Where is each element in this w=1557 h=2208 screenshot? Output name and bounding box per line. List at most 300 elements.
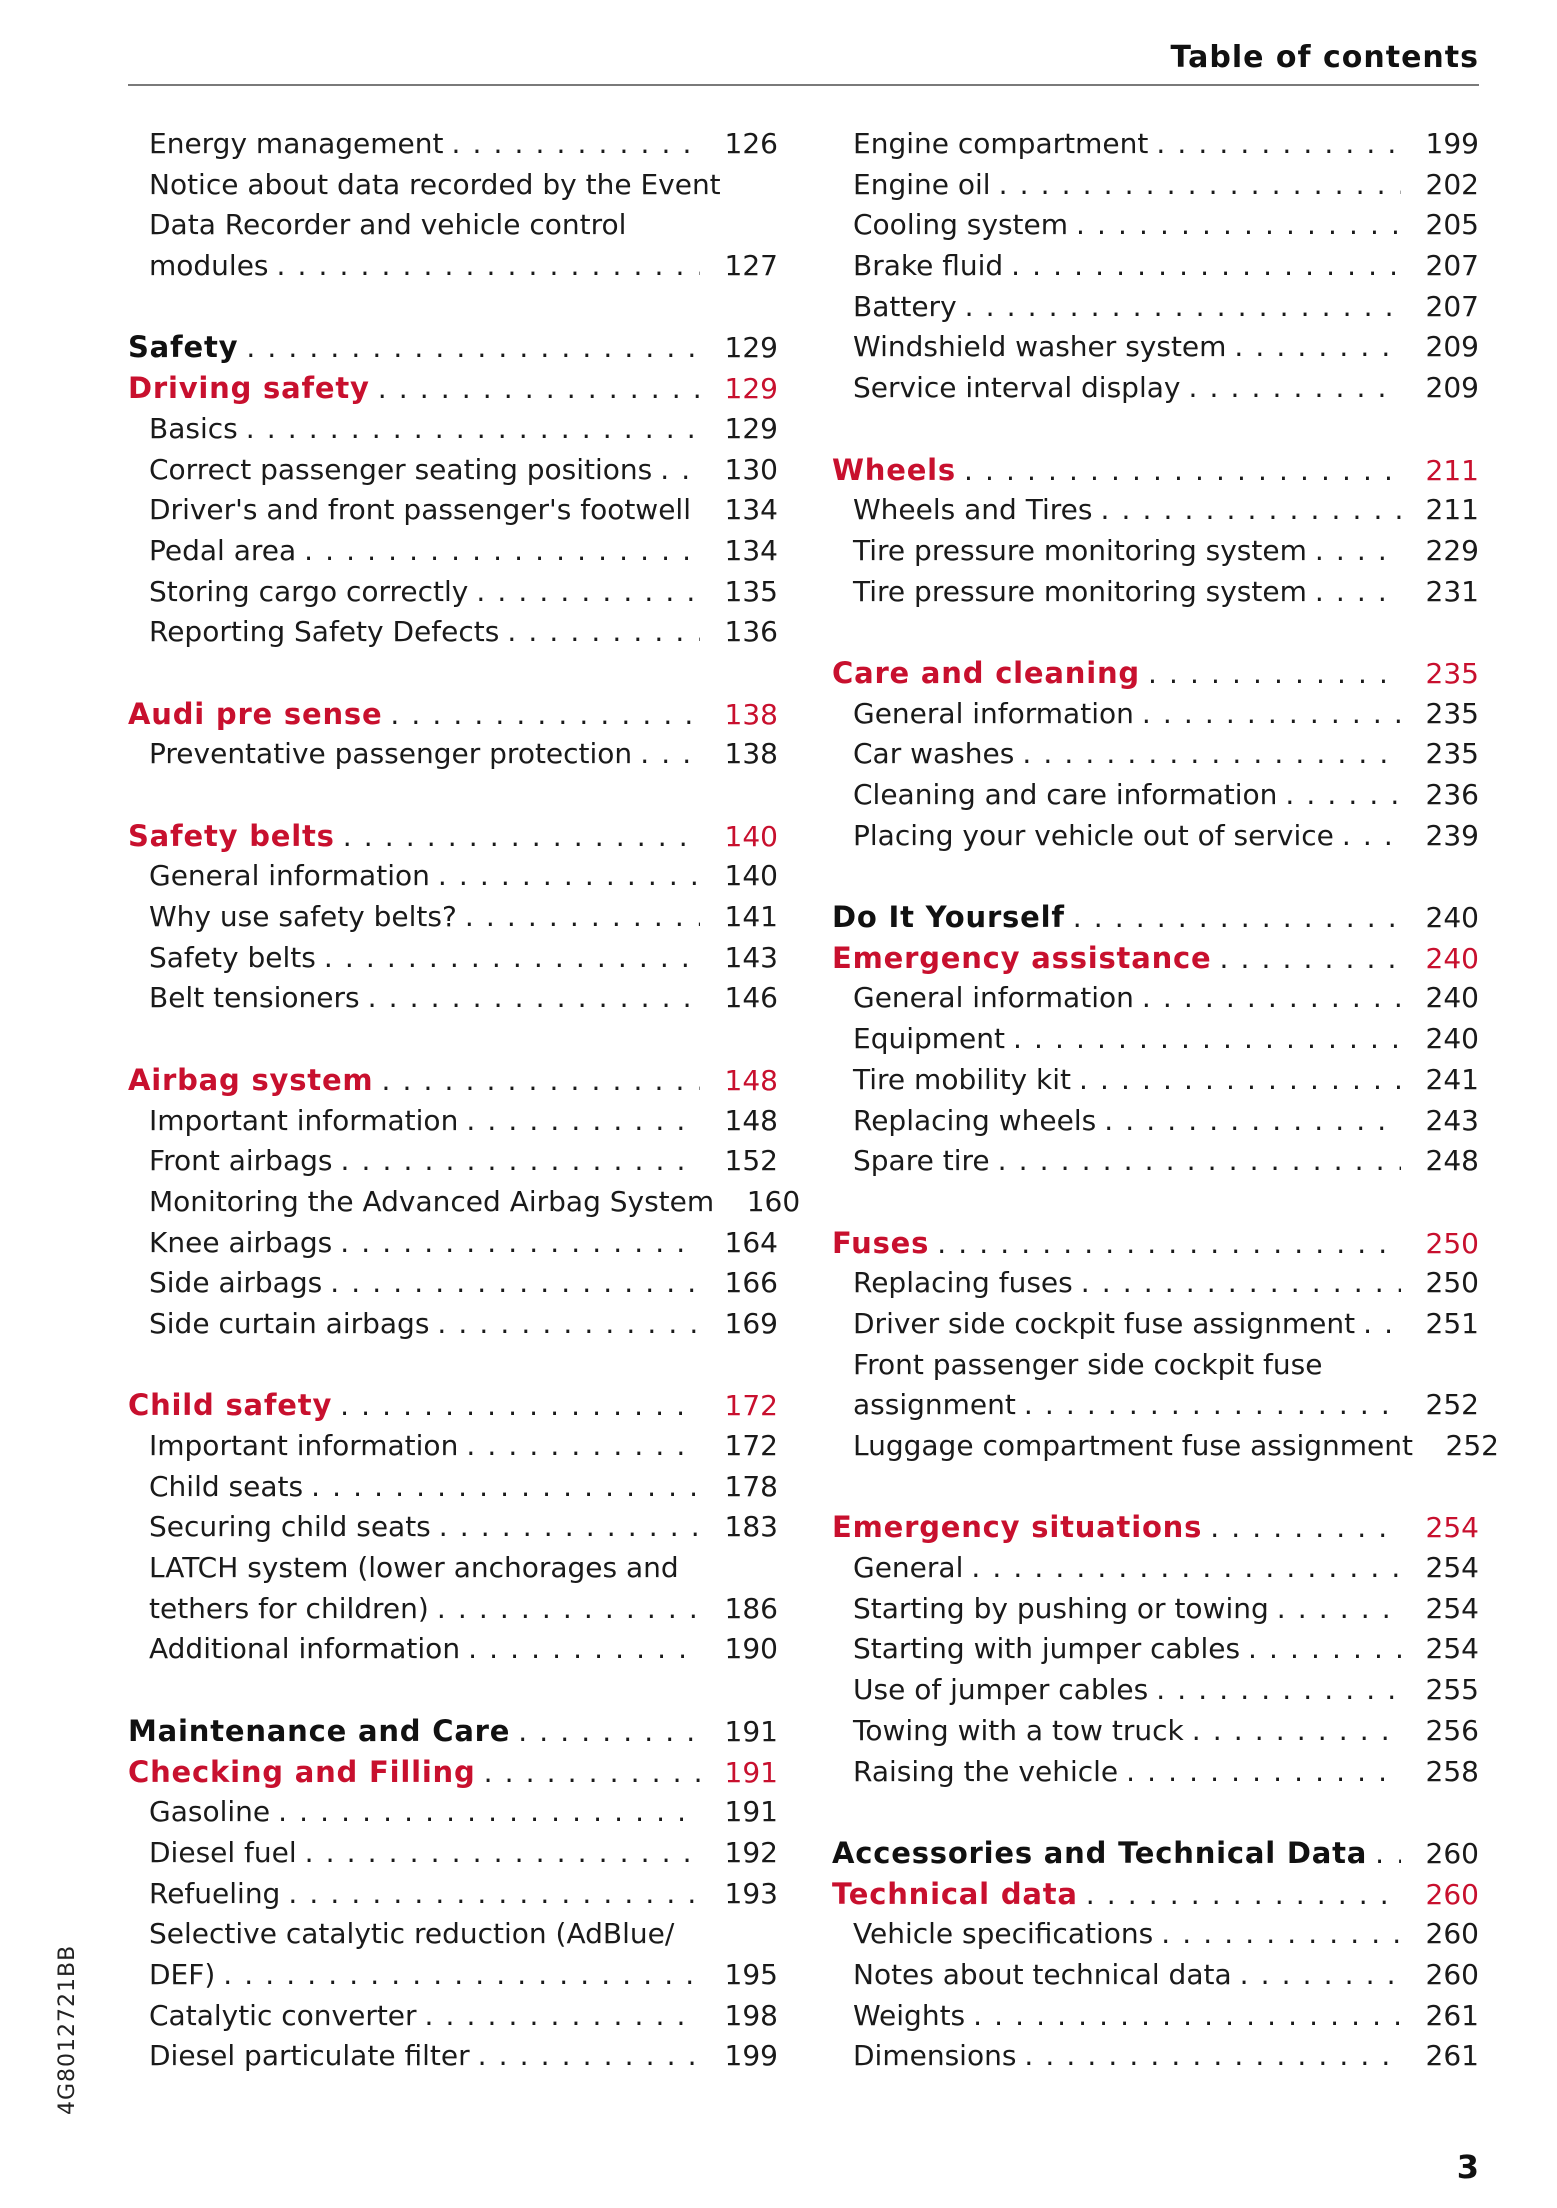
toc-entry-sub[interactable] bbox=[128, 1955, 778, 1996]
toc-entry-label: Safety belts bbox=[128, 818, 335, 853]
dot-leader bbox=[1192, 1711, 1401, 1752]
toc-entry-label: Side curtain airbags bbox=[149, 1306, 430, 1340]
toc-entry-page: 140 bbox=[724, 819, 778, 853]
toc-entry-label: Belt tensioners bbox=[149, 981, 360, 1015]
dot-leader bbox=[425, 1996, 700, 2037]
toc-entry-page: 256 bbox=[1425, 1713, 1479, 1747]
toc-spacer bbox=[128, 1019, 778, 1060]
toc-entry-label: LATCH system (lower anchorages and bbox=[149, 1551, 679, 1585]
toc-entry-page: 260 bbox=[1425, 1957, 1479, 1991]
toc-entry-sub[interactable] bbox=[832, 327, 1479, 368]
dot-leader bbox=[1363, 1304, 1401, 1345]
toc-entry-sub[interactable] bbox=[832, 1589, 1479, 1630]
toc-entry-page: 130 bbox=[724, 452, 778, 486]
dot-leader bbox=[478, 2036, 700, 2077]
toc-entry-page: 169 bbox=[724, 1306, 778, 1340]
dot-leader bbox=[484, 1753, 700, 1794]
toc-entry-page: 251 bbox=[1425, 1306, 1479, 1340]
dot-leader bbox=[1210, 1508, 1401, 1549]
dot-leader bbox=[1142, 694, 1401, 735]
toc-entry-label: General information bbox=[853, 696, 1134, 730]
toc-entry-section[interactable] bbox=[832, 1833, 1479, 1874]
toc-entry-sub[interactable] bbox=[128, 1101, 778, 1142]
toc-entry-sub[interactable] bbox=[832, 1711, 1479, 1752]
toc-entry-label: Accessories and Technical Data bbox=[832, 1835, 1368, 1870]
toc-spacer bbox=[832, 1792, 1479, 1833]
dot-leader bbox=[468, 1629, 700, 1670]
toc-entry-sub[interactable] bbox=[128, 1141, 778, 1182]
toc-entry-page: 235 bbox=[1425, 696, 1479, 730]
toc-entry-chapter[interactable] bbox=[128, 1060, 778, 1101]
dot-leader bbox=[1100, 490, 1401, 531]
toc-entry-sub[interactable] bbox=[128, 897, 778, 938]
dot-leader bbox=[476, 572, 700, 613]
toc-entry-sub[interactable] bbox=[832, 1629, 1479, 1670]
toc-entry-chapter[interactable] bbox=[832, 1874, 1479, 1915]
dot-leader bbox=[998, 1141, 1401, 1182]
toc-entry-sub[interactable] bbox=[128, 856, 778, 897]
toc-entry-page: 260 bbox=[1425, 1836, 1479, 1870]
toc-entry-label: Basics bbox=[149, 411, 238, 445]
toc-entry-page: 252 bbox=[1425, 1388, 1479, 1422]
toc-entry-label: Engine oil bbox=[853, 167, 991, 201]
toc-entry-label: Emergency assistance bbox=[832, 940, 1212, 975]
toc-entry-label: Pedal area bbox=[149, 533, 297, 567]
toc-entry-label: Notice about data recorded by the Event bbox=[149, 167, 721, 201]
dot-leader bbox=[1315, 531, 1401, 572]
toc-entry-page: 195 bbox=[724, 1957, 778, 1991]
toc-entry-sub[interactable] bbox=[832, 734, 1479, 775]
toc-entry-page: 235 bbox=[1425, 737, 1479, 771]
toc-entry-sub[interactable] bbox=[128, 450, 778, 491]
dot-leader bbox=[438, 856, 700, 897]
toc-entry-label: Starting by pushing or towing bbox=[853, 1591, 1269, 1625]
toc-entry-label: Knee airbags bbox=[149, 1225, 333, 1259]
dot-leader bbox=[368, 978, 700, 1019]
toc-entry-label: Care and cleaning bbox=[832, 655, 1140, 690]
dot-leader bbox=[437, 1589, 700, 1630]
toc-entry-sub[interactable] bbox=[832, 2036, 1479, 2077]
dot-leader bbox=[452, 124, 701, 165]
dot-leader bbox=[330, 1263, 700, 1304]
toc-entry-sub[interactable] bbox=[832, 287, 1479, 328]
toc-entry-label: Fuses bbox=[832, 1225, 930, 1260]
toc-entry-page: 209 bbox=[1425, 371, 1479, 405]
toc-entry-sub[interactable] bbox=[128, 1304, 778, 1345]
toc-entry-cont[interactable] bbox=[128, 165, 778, 206]
toc-entry-chapter[interactable] bbox=[832, 938, 1479, 979]
toc-spacer bbox=[832, 1467, 1479, 1508]
toc-entry-page: 211 bbox=[1425, 493, 1479, 527]
toc-entry-page: 260 bbox=[1425, 1877, 1479, 1911]
toc-entry-cont[interactable] bbox=[128, 1548, 778, 1589]
toc-entry-label: Preventative passenger protection bbox=[149, 737, 633, 771]
toc-entry-sub[interactable] bbox=[832, 490, 1479, 531]
toc-entry-label: Replacing wheels bbox=[853, 1103, 1097, 1137]
dot-leader bbox=[660, 450, 700, 491]
toc-entry-label: tethers for children) bbox=[149, 1591, 429, 1625]
toc-entry-label: Refueling bbox=[149, 1876, 281, 1910]
toc-entry-sub[interactable] bbox=[128, 1507, 778, 1548]
toc-entry-page: 192 bbox=[724, 1835, 778, 1869]
toc-entry-label: Gasoline bbox=[149, 1795, 271, 1829]
dot-leader bbox=[1375, 1834, 1401, 1875]
dot-leader bbox=[1024, 2036, 1401, 2077]
toc-entry-sub[interactable] bbox=[128, 734, 778, 775]
toc-entry-page: 207 bbox=[1425, 289, 1479, 323]
toc-entry-sub[interactable] bbox=[832, 816, 1479, 857]
dot-leader bbox=[437, 1304, 700, 1345]
toc-entry-sub[interactable] bbox=[128, 1996, 778, 2037]
toc-entry-page: 261 bbox=[1425, 1998, 1479, 2032]
toc-entry-page: 254 bbox=[1425, 1511, 1479, 1545]
toc-entry-page: 229 bbox=[1425, 533, 1479, 567]
toc-entry-label: Windshield washer system bbox=[853, 330, 1227, 364]
toc-entry-page: 211 bbox=[1425, 453, 1479, 487]
toc-entry-chapter[interactable] bbox=[832, 653, 1479, 694]
dot-leader bbox=[1248, 1629, 1401, 1670]
dot-leader bbox=[1013, 1019, 1401, 1060]
toc-entry-sub[interactable] bbox=[128, 1467, 778, 1508]
toc-entry-label: assignment bbox=[853, 1388, 1016, 1422]
toc-entry-sub[interactable] bbox=[832, 368, 1479, 409]
toc-entry-label: Towing with a tow truck bbox=[853, 1713, 1184, 1747]
dot-leader bbox=[311, 1467, 700, 1508]
dot-leader bbox=[466, 1101, 700, 1142]
toc-entry-label: Audi pre sense bbox=[128, 696, 383, 731]
dot-leader bbox=[1011, 246, 1401, 287]
toc-entry-sub[interactable] bbox=[128, 124, 778, 165]
toc-entry-page: 240 bbox=[1425, 941, 1479, 975]
toc-entry-label: Tire mobility kit bbox=[853, 1062, 1071, 1096]
dot-leader bbox=[1342, 816, 1401, 857]
toc-entry-page: 261 bbox=[1425, 2039, 1479, 2073]
dot-leader bbox=[1081, 1263, 1401, 1304]
dot-leader bbox=[1240, 1955, 1401, 1996]
toc-entry-label: General bbox=[853, 1551, 964, 1585]
toc-entry-label: Important information bbox=[149, 1103, 459, 1137]
toc-entry-sub[interactable] bbox=[128, 1182, 801, 1223]
toc-entry-chapter[interactable] bbox=[128, 1752, 778, 1793]
toc-entry-sub[interactable] bbox=[832, 246, 1479, 287]
dot-leader bbox=[304, 531, 700, 572]
toc-entry-sub[interactable] bbox=[832, 1426, 1499, 1467]
toc-entry-chapter[interactable] bbox=[128, 1385, 778, 1426]
dot-leader bbox=[971, 1548, 1401, 1589]
dot-leader bbox=[340, 1141, 700, 1182]
toc-entry-page: 241 bbox=[1425, 1062, 1479, 1096]
toc-entry-page: 258 bbox=[1425, 1754, 1479, 1788]
toc-entry-label: General information bbox=[853, 981, 1134, 1015]
dot-leader bbox=[277, 246, 700, 287]
toc-entry-page: 191 bbox=[724, 1755, 778, 1789]
toc-entry-label: Cleaning and care information bbox=[853, 778, 1278, 811]
toc-entry-page: 239 bbox=[1425, 818, 1479, 852]
toc-entry-label: Car washes bbox=[853, 737, 1015, 771]
dot-leader bbox=[381, 1061, 700, 1102]
toc-entry-chapter[interactable] bbox=[128, 694, 778, 735]
dot-leader bbox=[640, 734, 700, 775]
toc-entry-sub[interactable] bbox=[832, 124, 1479, 165]
document-code: 4G8012721BB bbox=[55, 1944, 80, 2115]
toc-entry-label: Diesel fuel bbox=[149, 1835, 297, 1869]
toc-spacer bbox=[128, 287, 778, 328]
toc-entry-sub[interactable] bbox=[832, 572, 1479, 613]
toc-entry-label: Catalytic converter bbox=[149, 1998, 417, 2032]
toc-entry-page: 148 bbox=[724, 1063, 778, 1097]
toc-entry-sub[interactable] bbox=[832, 1548, 1479, 1589]
toc-entry-page: 236 bbox=[1425, 778, 1479, 811]
toc-entry-page: 199 bbox=[1425, 127, 1479, 160]
toc-entry-label: Service interval display bbox=[853, 371, 1181, 405]
toc-entry-page: 126 bbox=[724, 127, 778, 160]
toc-entry-label: Why use safety belts? bbox=[149, 900, 457, 934]
dot-leader bbox=[1024, 1385, 1401, 1426]
dot-leader bbox=[973, 1996, 1401, 2037]
toc-entry-sub[interactable] bbox=[128, 612, 778, 653]
toc-entry-chapter[interactable] bbox=[128, 368, 778, 409]
dot-leader bbox=[246, 409, 700, 450]
toc-entry-label: Wheels bbox=[832, 452, 956, 487]
toc-entry-label: Use of jumper cables bbox=[853, 1673, 1149, 1707]
toc-entry-label: Starting with jumper cables bbox=[853, 1632, 1241, 1666]
toc-entry-page: 260 bbox=[1425, 1917, 1479, 1951]
toc-entry-sub[interactable] bbox=[832, 1060, 1479, 1101]
toc-entry-page: 129 bbox=[724, 331, 778, 365]
toc-entry-sub[interactable] bbox=[832, 205, 1479, 246]
toc-spacer bbox=[128, 1345, 778, 1386]
toc-entry-page: 250 bbox=[1425, 1266, 1479, 1300]
toc-entry-section[interactable] bbox=[128, 327, 778, 368]
dot-leader bbox=[1022, 734, 1401, 775]
toc-entry-page: 207 bbox=[1425, 249, 1479, 283]
toc-entry-page: 202 bbox=[1425, 167, 1479, 201]
toc-entry-sub[interactable] bbox=[832, 1101, 1479, 1142]
toc-entry-label: Placing your vehicle out of service bbox=[853, 818, 1334, 852]
toc-entry-label: Maintenance and Care bbox=[128, 1713, 511, 1748]
toc-spacer bbox=[832, 1182, 1479, 1223]
toc-entry-label: Reporting Safety Defects bbox=[149, 615, 500, 649]
toc-entry-sub[interactable] bbox=[128, 1833, 778, 1874]
toc-entry-page: 193 bbox=[724, 1876, 778, 1910]
dot-leader bbox=[937, 1224, 1401, 1265]
toc-entry-label: Dimensions bbox=[853, 2039, 1017, 2073]
toc-entry-label: Vehicle specifications bbox=[853, 1917, 1154, 1951]
toc-entry-page: 140 bbox=[724, 859, 778, 893]
dot-leader bbox=[223, 1955, 700, 1996]
toc-entry-page: 250 bbox=[1425, 1226, 1479, 1260]
toc-entry-label: Driver side cockpit fuse assignment bbox=[853, 1306, 1356, 1340]
toc-entry-sub[interactable] bbox=[832, 1263, 1479, 1304]
toc-entry-page: 205 bbox=[1425, 208, 1479, 242]
toc-left-column bbox=[128, 124, 801, 2077]
toc-entry-label: Airbag system bbox=[128, 1062, 374, 1097]
toc-entry-sub[interactable] bbox=[832, 1385, 1479, 1426]
toc-entry-sub[interactable] bbox=[128, 1629, 778, 1670]
toc-entry-page: 172 bbox=[724, 1429, 778, 1462]
toc-entry-chapter[interactable] bbox=[832, 1223, 1479, 1264]
dot-leader bbox=[518, 1712, 700, 1753]
toc-entry-sub[interactable] bbox=[128, 531, 778, 572]
toc-entry-label: Raising the vehicle bbox=[853, 1754, 1119, 1788]
toc-entry-label: Additional information bbox=[149, 1632, 461, 1666]
dot-leader bbox=[390, 695, 700, 736]
toc-entry-page: 248 bbox=[1425, 1144, 1479, 1178]
dot-leader bbox=[340, 1386, 700, 1427]
toc-entry-label: Emergency situations bbox=[832, 1510, 1203, 1545]
toc-entry-label: Brake fluid bbox=[853, 249, 1004, 283]
dot-leader bbox=[1156, 1670, 1401, 1711]
toc-entry-sub[interactable] bbox=[832, 694, 1479, 735]
toc-entry-page: 172 bbox=[724, 1389, 778, 1423]
dot-leader bbox=[288, 1874, 700, 1915]
toc-entry-label: Safety bbox=[128, 330, 239, 365]
toc-entry-label: Battery bbox=[853, 289, 957, 323]
toc-entry-page: 235 bbox=[1425, 656, 1479, 690]
toc-entry-label: Do It Yourself bbox=[832, 900, 1065, 935]
toc-entry-page: 254 bbox=[1425, 1632, 1479, 1666]
toc-entry-label: Side airbags bbox=[149, 1266, 323, 1300]
toc-spacer bbox=[128, 775, 778, 816]
toc-entry-sub[interactable] bbox=[832, 1914, 1479, 1955]
toc-entry-label: General information bbox=[149, 859, 430, 893]
toc-entry-page: 209 bbox=[1425, 330, 1479, 364]
toc-entry-page: 160 bbox=[746, 1184, 801, 1218]
toc-entry-sub[interactable] bbox=[128, 1874, 778, 1915]
toc-entry-label: Energy management bbox=[149, 127, 444, 160]
header-divider bbox=[128, 84, 1479, 86]
toc-entry-label: Diesel particulate filter bbox=[149, 2039, 470, 2073]
toc-entry-page: 129 bbox=[724, 411, 778, 445]
toc-entry-sub[interactable] bbox=[128, 490, 778, 531]
toc-entry-label: DEF) bbox=[149, 1957, 216, 1991]
toc-entry-page: 186 bbox=[724, 1591, 778, 1625]
toc-entry-sub[interactable] bbox=[128, 1426, 778, 1467]
toc-entry-sub[interactable] bbox=[128, 1263, 778, 1304]
toc-entry-label: Safety belts bbox=[149, 940, 316, 974]
toc-entry-label: Tire pressure monitoring system bbox=[853, 533, 1307, 567]
dot-leader bbox=[1234, 327, 1401, 368]
toc-entry-label: Checking and Filling bbox=[128, 1754, 476, 1789]
page-title: Table of contents bbox=[1170, 40, 1479, 75]
toc-entry-cont[interactable] bbox=[128, 205, 778, 246]
toc-entry-page: 243 bbox=[1425, 1103, 1479, 1137]
toc-entry-sub[interactable] bbox=[832, 531, 1479, 572]
toc-entry-page: 164 bbox=[724, 1225, 778, 1259]
toc-entry-label: Replacing fuses bbox=[853, 1266, 1073, 1300]
toc-entry-page: 191 bbox=[724, 1714, 778, 1748]
toc-entry-cont[interactable] bbox=[832, 1345, 1479, 1386]
toc-entry-chapter[interactable] bbox=[832, 1507, 1479, 1548]
toc-entry-sub[interactable] bbox=[832, 1670, 1479, 1711]
toc-entry-sub[interactable] bbox=[128, 1223, 778, 1264]
toc-entry-sub[interactable] bbox=[832, 165, 1479, 206]
toc-entry-label: Securing child seats bbox=[149, 1510, 431, 1544]
toc-spacer bbox=[128, 653, 778, 694]
toc-entry-page: 146 bbox=[724, 981, 778, 1015]
toc-entry-sub[interactable] bbox=[128, 938, 778, 979]
toc-entry-page: 135 bbox=[724, 574, 778, 608]
toc-spacer bbox=[832, 856, 1479, 897]
toc-entry-sub[interactable] bbox=[128, 572, 778, 613]
toc-entry-section[interactable] bbox=[128, 1711, 778, 1752]
toc-entry-sub[interactable] bbox=[128, 978, 778, 1019]
toc-entry-sub[interactable] bbox=[832, 1996, 1479, 2037]
toc-entry-label: Weights bbox=[853, 1998, 966, 2032]
toc-entry-label: Child safety bbox=[128, 1388, 333, 1423]
dot-leader bbox=[343, 817, 700, 858]
toc-entry-page: 143 bbox=[724, 940, 778, 974]
dot-leader bbox=[1126, 1752, 1401, 1793]
toc-entry-label: Selective catalytic reduction (AdBlue/ bbox=[149, 1917, 675, 1951]
toc-entry-sub[interactable] bbox=[832, 1304, 1479, 1345]
dot-leader bbox=[340, 1223, 700, 1264]
toc-entry-label: Cooling system bbox=[853, 208, 1069, 242]
dot-leader bbox=[466, 1426, 700, 1467]
dot-leader bbox=[965, 287, 1401, 328]
toc-entry-sub[interactable] bbox=[128, 1792, 778, 1833]
dot-leader bbox=[1220, 939, 1402, 980]
toc-entry-chapter[interactable] bbox=[832, 450, 1479, 491]
toc-entry-sub[interactable] bbox=[128, 246, 778, 287]
dot-leader bbox=[439, 1507, 700, 1548]
dot-leader bbox=[1142, 978, 1401, 1019]
toc-entry-sub[interactable] bbox=[128, 2036, 778, 2077]
dot-leader bbox=[1156, 124, 1401, 165]
toc-entry-sub[interactable] bbox=[832, 775, 1479, 816]
dot-leader bbox=[1073, 898, 1401, 939]
toc-entry-sub[interactable] bbox=[832, 1019, 1479, 1060]
toc-entry-sub[interactable] bbox=[832, 978, 1479, 1019]
toc-entry-page: 134 bbox=[724, 493, 778, 527]
toc-entry-page: 255 bbox=[1425, 1673, 1479, 1707]
dot-leader bbox=[246, 328, 700, 369]
toc-entry-label: Luggage compartment fuse assignment bbox=[853, 1429, 1413, 1462]
toc-entry-sub[interactable] bbox=[128, 409, 778, 450]
toc-entry-sub[interactable] bbox=[832, 1752, 1479, 1793]
toc-entry-label: Spare tire bbox=[853, 1144, 990, 1178]
toc-entry-page: 240 bbox=[1425, 1022, 1479, 1056]
toc-entry-page: 141 bbox=[724, 900, 778, 934]
toc-entry-section[interactable] bbox=[832, 897, 1479, 938]
toc-entry-label: Data Recorder and vehicle control bbox=[149, 208, 627, 242]
dot-leader bbox=[305, 1833, 700, 1874]
toc-entry-page: 138 bbox=[724, 697, 778, 731]
page-number: 3 bbox=[1456, 2148, 1479, 2186]
toc-entry-page: 198 bbox=[724, 1998, 778, 2032]
toc-entry-label: Equipment bbox=[853, 1022, 1005, 1056]
toc-entry-label: Driver's and front passenger's footwell bbox=[149, 493, 691, 527]
toc-entry-page: 240 bbox=[1425, 981, 1479, 1015]
dot-leader bbox=[1076, 205, 1401, 246]
toc-entry-page: 136 bbox=[724, 615, 778, 649]
toc-entry-sub[interactable] bbox=[832, 1141, 1479, 1182]
toc-entry-label: Notes about technical data bbox=[853, 1957, 1232, 1991]
toc-entry-chapter[interactable] bbox=[128, 816, 778, 857]
toc-entry-page: 134 bbox=[724, 533, 778, 567]
toc-entry-page: 129 bbox=[724, 372, 778, 406]
toc-entry-cont[interactable] bbox=[128, 1914, 778, 1955]
toc-entry-label: Monitoring the Advanced Airbag System bbox=[149, 1184, 715, 1218]
toc-entry-label: Technical data bbox=[832, 1876, 1078, 1911]
toc-entry-page: 152 bbox=[724, 1144, 778, 1178]
dot-leader bbox=[1277, 1589, 1401, 1630]
toc-entry-page: 254 bbox=[1425, 1551, 1479, 1585]
toc-entry-sub[interactable] bbox=[832, 1955, 1479, 1996]
toc-entry-label: Child seats bbox=[149, 1469, 304, 1503]
toc-entry-label: Driving safety bbox=[128, 371, 370, 406]
toc-entry-sub[interactable] bbox=[128, 1589, 778, 1630]
